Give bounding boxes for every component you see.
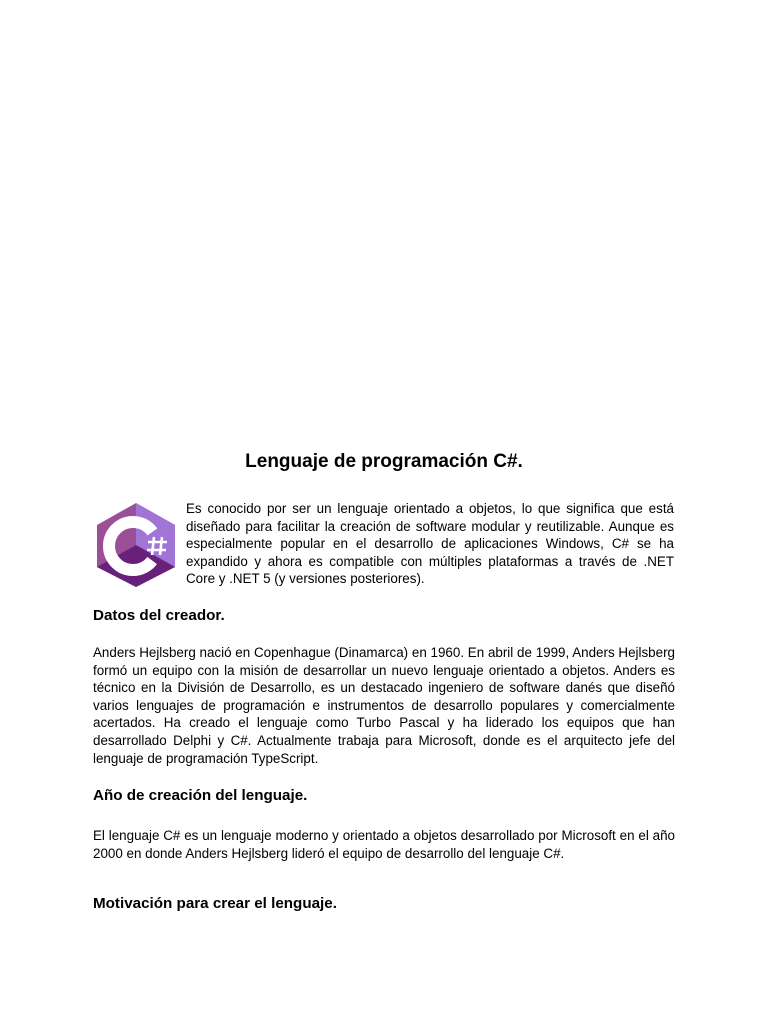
- section-heading-creator: Datos del creador.: [93, 607, 225, 624]
- section-heading-year: Año de creación del lenguaje.: [93, 787, 308, 804]
- document-title: Lenguaje de programación C#.: [245, 451, 523, 472]
- csharp-logo-icon: [93, 501, 179, 589]
- section-heading-motivation: Motivación para crear el lenguaje.: [93, 895, 337, 912]
- section-body-year: El lenguaje C# es un lenguaje moderno y orientado a objetos desarrollado por Microsoft en el año 2000 en donde Anders Hejlsberg lideró el equipo de desarrollo del lenguaje C#.: [93, 828, 675, 861]
- section-body-creator: Anders Hejlsberg nació en Copenhague (Dinamarca) en 1960. En abril de 1999, Anders Hejlsberg formó un equipo con la misión de desarrollar un nuevo lenguaje orientado a objetos. Anders es técnico en la División de Desarrollo, es un destacado ingeniero de software danés que diseñó varios lenguajes de programación e instrumentos de desarrollo populares y comercialmente acertados. Ha creado el lenguaje como Turbo Pascal y ha liderado los equipos que han desarrollado Delphi y C#. Actualmente trabaja para Microsoft, donde es el arquitecto jefe del lenguaje de programación TypeScript.: [93, 645, 675, 766]
- intro-paragraph: Es conocido por ser un lenguaje orientado a objetos, lo que significa que está diseñado para facilitar la creación de software modular y reutilizable. Aunque es especialmente popular en el desarrollo de aplicaciones Windows, C# se ha expandido y ahora es compatible con múltiples plataformas a través de .NET Core y .NET 5 (y versiones posteriores).: [186, 501, 674, 587]
